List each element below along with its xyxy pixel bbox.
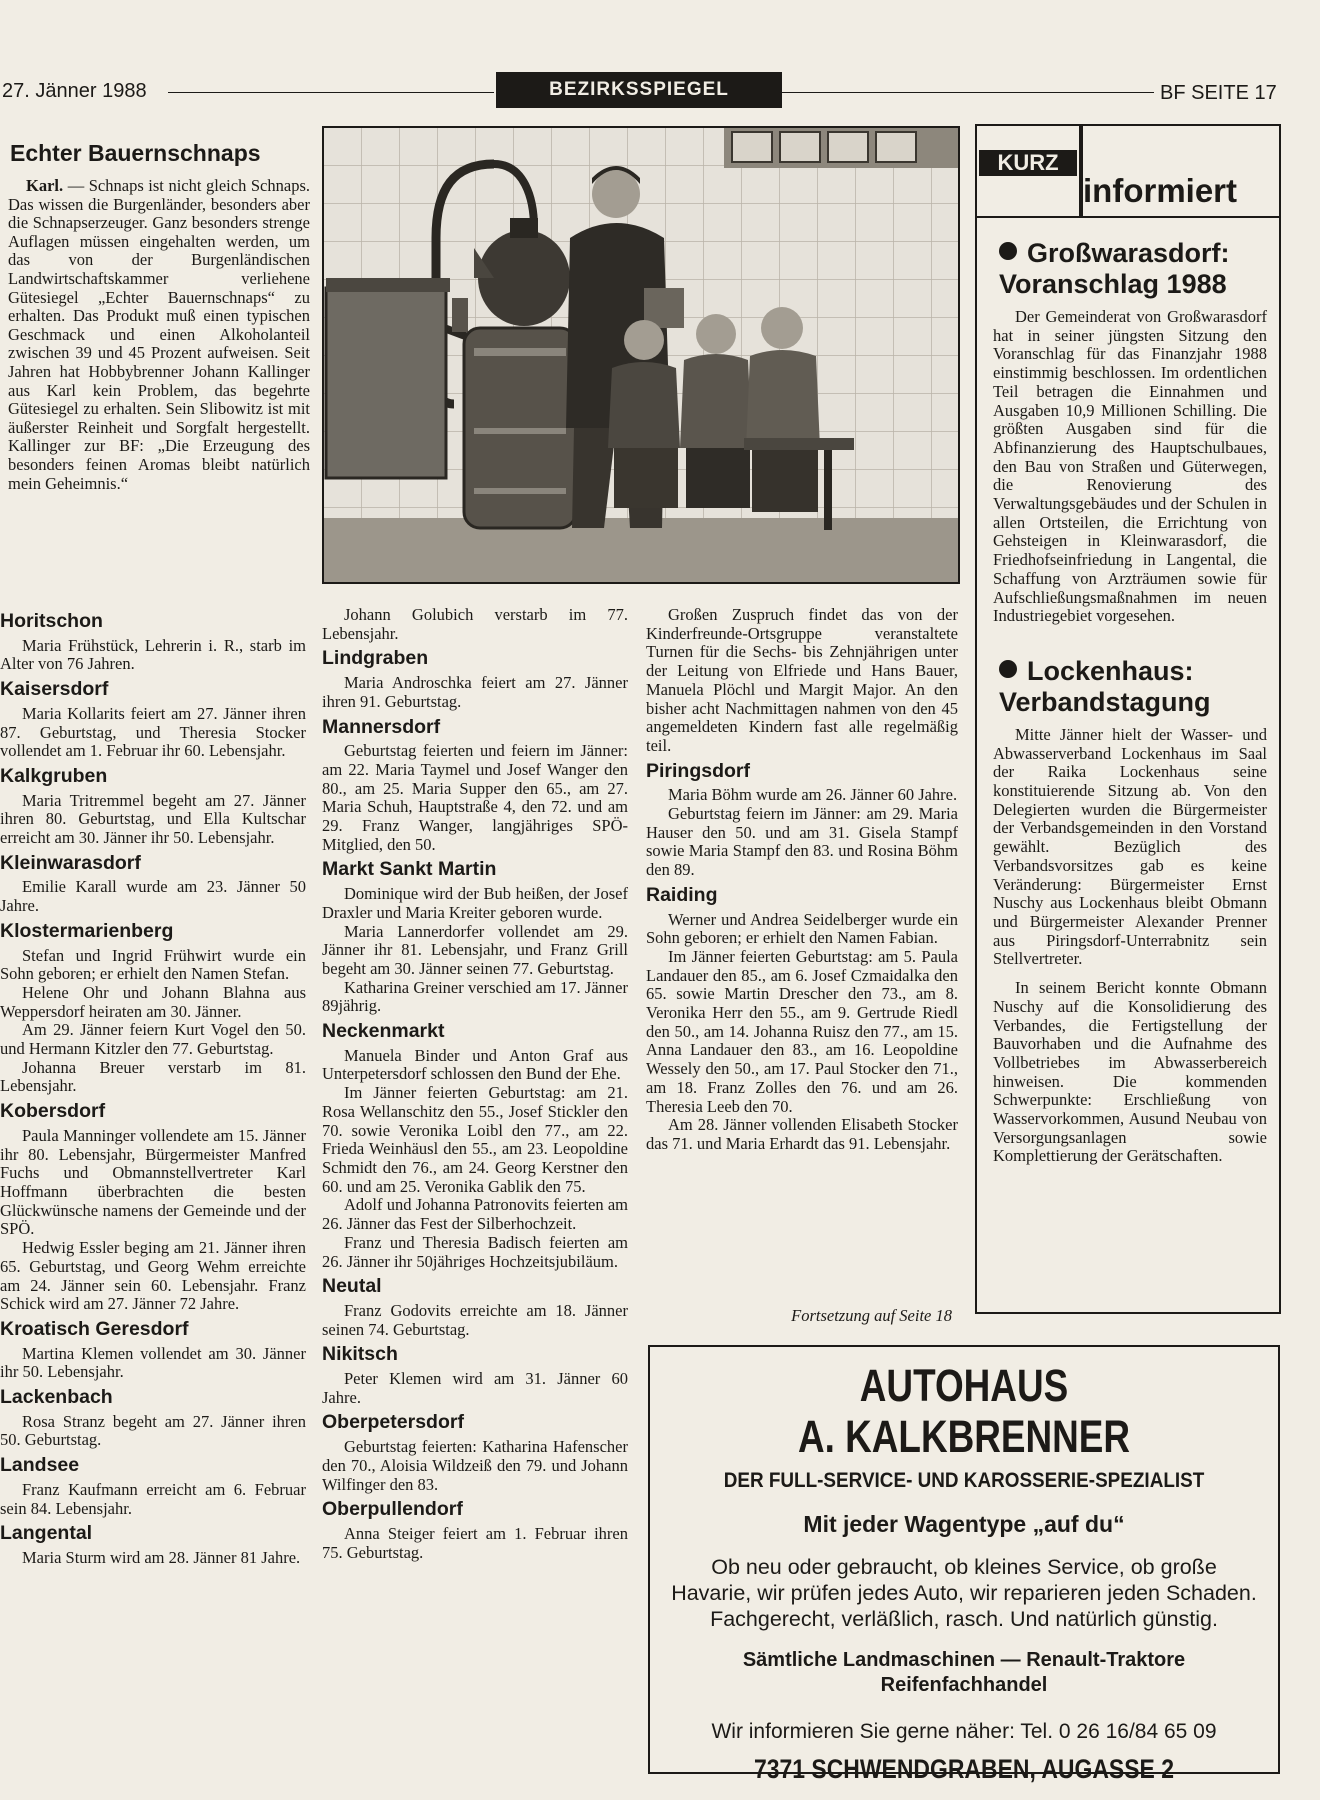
kurz-item-body-1 (993, 308, 1267, 626)
news-paragraph: Johann Golubich verstarb im 77. Lebensjahr. (322, 605, 628, 643)
ad-body: Ob neu oder gebraucht, ob kleines Service, ob große Havarie, wir prüfen jedes Auto, wir reparieren jeden Schaden. Fachgerecht, verläßlich, rasch. Und natürlich günstig. (671, 1555, 1257, 1631)
news-paragraph: Martina Klemen vollendet am 30. Jänner ihr 50. Lebensjahr. (0, 1343, 306, 1382)
distillery-photo (322, 126, 960, 584)
news-paragraph: Maria Kollarits feiert am 27. Jänner ihren 87. Geburtstag, und Theresia Stocker vollendet am 1. Februar ihr 60. Lebensjahr. (0, 703, 306, 761)
section-title: BEZIRKSSPIEGEL (496, 72, 782, 108)
location-heading: Landsee (0, 1454, 80, 1477)
news-paragraph: Maria Androschka feiert am 27. Jänner ihren 91. Geburtstag. (322, 673, 628, 711)
ad-products-line: Sämtliche Landmaschinen — Renault-Traktore (742, 1649, 1186, 1671)
location-heading: Horitschon (0, 610, 103, 632)
page-number: BF SEITE 17 (1160, 82, 1277, 104)
news-paragraph: Maria Tritremmel begeht am 27. Jänner ihren 80. Geburtstag, und Ella Kultschar erreicht am 30. Jänner ihr 50. Lebensjahr. (0, 790, 306, 848)
kurz-paragraph: In seinem Bericht konnte Obmann Nuschy auf die Konsolidierung des Verbandes, die Fertigstellung der Bauvorhaben und die Aufnahme des Vollbetriebes im Abwasserbereich hinweisen. Die kommenden Schwerpunkte: Erschließung von Wasservorkommen, Ausund Neubau von Versorgungsanlagen sowie Komplettierung der Gerätschaften. (993, 978, 1267, 1166)
news-paragraph: Maria Frühstück, Lehrerin i. R., starb im Alter von 76 Jahren. (0, 635, 306, 674)
location-heading: Piringsdorf (646, 759, 751, 782)
ad-headline: AUTOHAUS (859, 1360, 1069, 1411)
news-paragraph: Im Jänner feierten Geburtstag: am 5. Paula Landauer den 85., am 6. Josef Czmaidalka den 65. sowie Martin Drescher den 73., am 8. Veronika Herr den 55., am 9. Gertrude Riedl den 50., am 14. Johanna Ruisz den 77., am 15. Anna Landauer den 83., am 16. Leopoldine Wessely den 50., am 17. Paul Stocker den 71., am 18. Franz Zolles den 76. und am 26. Theresia Leeb den 70. (646, 946, 958, 1116)
kurz-item-title-text: Lockenhaus: Verbandstagung (999, 655, 1211, 717)
kurz-word: informiert (1083, 172, 1238, 209)
location-heading: Lindgraben (322, 647, 429, 670)
bullet-icon (999, 242, 1017, 260)
location-heading: Markt Sankt Martin (322, 858, 497, 881)
bullet-icon (999, 660, 1017, 678)
ad-contact: Wir informieren Sie gerne näher: Tel. 0 26 16/84 65 09 (711, 1720, 1217, 1743)
schnaps-article (2, 126, 320, 576)
news-paragraph: Anna Steiger feiert am 1. Februar ihren 75. Geburtstag. (322, 1523, 628, 1562)
article-text: — Schnaps ist nicht gleich Schnaps. Das wissen die Burgenländer, besonders aber die Schnapserzeuger. Ganz besonders strenge Auflagen müssen eingehalten werden, um das von der Burgenländischen Landwirtschaftskammer verliehene Gütesiegel „Echter Bauernschnaps“ zu erhalten. Das Produkt muß einen typischen Geschmack und einen Alkoholanteil zwischen 39 und 45 Prozent aufweisen. Seit Jahren hat Hobbybrenner Johann Kallinger aus Karl kein Problem, das begehrte Gütesiegel zu erhalten. Sein Slibowitz ist mit äußerster Reinheit und Sorgfalt hergestellt. Kallinger zur BF: „Die Erzeugung des besonders feinen Aromas bleibt natürlich mein Geheimnis.“ (8, 176, 310, 493)
ad-products-line: Reifenfachhandel (880, 1674, 1048, 1696)
location-heading: Oberpetersdorf (322, 1411, 464, 1434)
news-paragraph: Katharina Greiner verschied am 17. Jänner 89jährig. (322, 977, 628, 1016)
location-heading: Nikitsch (322, 1343, 398, 1366)
continuation-note: Fortsetzung auf Seite 18 (791, 1306, 952, 1325)
news-paragraph: Franz Godovits erreichte am 18. Jänner seinen 74. Geburtstag. (322, 1300, 628, 1339)
location-heading: Kaisersdorf (0, 678, 109, 701)
news-paragraph: Manuela Binder und Anton Graf aus Unterpetersdorf schlossen den Bund der Ehe. (322, 1045, 628, 1084)
article-dateline: Karl. (26, 176, 64, 195)
kurz-badge: KURZ (979, 150, 1077, 176)
kurz-item-body-2 (993, 726, 1267, 1166)
location-heading: Kobersdorf (0, 1100, 106, 1123)
location-heading: Lackenbach (0, 1386, 113, 1409)
news-paragraph: Adolf und Johanna Patronovits feierten am 26. Jänner das Fest der Silberhochzeit. (322, 1195, 628, 1234)
ad-address: 7371 SCHWENDGRABEN, AUGASSE 2 (753, 1754, 1174, 1784)
column-3 (646, 606, 958, 1154)
kurz-item-title-2 (999, 656, 1269, 718)
kurz-item-title-text: Großwarasdorf: Voranschlag 1988 (999, 238, 1230, 299)
news-paragraph: Franz und Theresia Badisch feierten am 26. Jänner ihr 50jähriges Hochzeitsjubiläum. (322, 1232, 628, 1271)
ad-tagline: DER FULL-SERVICE- UND KAROSSERIE-SPEZIALIST (723, 1469, 1205, 1492)
ad-products (650, 1648, 1278, 1698)
news-paragraph: Werner und Andrea Seidelberger wurde ein Sohn geboren; er erhielt den Namen Fabian. (646, 909, 958, 948)
location-heading: Kalkgruben (0, 764, 108, 787)
header-rule-right (780, 92, 1154, 93)
news-paragraph: Emilie Karall wurde am 23. Jänner 50 Jahre. (0, 877, 306, 916)
news-paragraph: Maria Sturm wird am 28. Jänner 81 Jahre. (22, 1547, 301, 1567)
news-paragraph: Franz Kaufmann erreicht am 6. Februar sein 84. Lebensjahr. (0, 1479, 306, 1518)
kurz-paragraph: Mitte Jänner hielt der Wasser- und Abwasserverband Lockenhaus im Saal der Raika Lockenhaus seine konstituierende Sitzung ab. Von den Delegierten wurden die Bürgermeister der Verbandsgemeinden in den Vorstand gewählt. Bezüglich des Verbandsvorsitzes gab es keine Veränderung: Bürgermeister Ernst Nuschy aus Lockenhaus bleibt Obmann und Bürgermeister Alexander Prenner aus Piringsdorf-Unterrabnitz sein Stellvertreter. (993, 724, 1267, 969)
news-paragraph: Helene Ohr und Johann Blahna aus Weppersdorf heiraten am 30. Jänner. (0, 982, 306, 1021)
autohaus-ad (648, 1345, 1280, 1784)
column-1 (0, 606, 306, 1568)
ad-company: A. KALKBRENNER (797, 1411, 1131, 1462)
news-paragraph: Johanna Breuer verstarb im 81. Lebensjahr. (0, 1057, 306, 1096)
article-body (8, 177, 310, 493)
news-paragraph: Peter Klemen wird am 31. Jänner 60 Jahre. (322, 1369, 628, 1407)
location-heading: Neutal (322, 1275, 382, 1298)
news-paragraph: Im Jänner feierten Geburtstag: am 21. Rosa Wellanschitz den 55., Josef Stickler den 70. sowie Veronika Loibl den 77., am 22. Frieda Weinhäusl den 55., am 23. Leopoldine Schmidt den 76., am 24. Georg Kerstner den 60. und am 25. Veronika Gablik den 75. (322, 1083, 628, 1196)
kurz-header (977, 126, 1279, 218)
location-heading: Langental (0, 1522, 93, 1545)
news-paragraph: Geburtstag feierten: Katharina Hafenscher den 70., Aloisia Wildzeiß den 79. und Johann Wilfinger den 83. (322, 1437, 628, 1494)
news-paragraph: Geburtstag feiern im Jänner: am 29. Maria Hauser den 50. und am 31. Gisela Stampf sowie Maria Stampf den 83. und Rosina Böhm den 89. (646, 804, 958, 880)
news-paragraph: Stefan und Ingrid Frühwirt wurde ein Sohn geboren; er erhielt den Namen Stefan. (0, 945, 306, 984)
photo-illustration (324, 128, 958, 582)
location-heading: Kleinwarasdorf (0, 851, 141, 874)
location-heading: Oberpullendorf (322, 1498, 463, 1521)
location-heading: Mannersdorf (322, 715, 441, 738)
location-heading: Kroatisch Geresdorf (0, 1317, 189, 1340)
kurz-item-title-1 (999, 238, 1269, 300)
news-paragraph: Großen Zuspruch findet das von der Kinderfreunde-Ortsgruppe veranstaltete Turnen für die Sechs- bis Zehnjährigen unter der Leitung von Elfriede und Hans Bauer, Manuela Plöchl und Margit Major. An den bisher acht Nachmittagen nahmen von den 45 angemeldeten Kindern fast alle regelmäßig teil. (646, 605, 958, 755)
issue-date: 27. Jänner 1988 (2, 80, 147, 102)
location-heading: Neckenmarkt (322, 1020, 445, 1043)
news-paragraph: Geburtstag feierten und feiern im Jänner: am 22. Maria Taymel und Josef Wanger den 80., am 25. Maria Supper den 65., am 27. Maria Schuh, Hauptstraße 4, den 72. und am 29. Franz Wanger, langjähriges SPÖ-Mitglied, den 50. (322, 741, 628, 854)
location-heading: Klostermarienberg (0, 919, 174, 942)
news-paragraph: Am 29. Jänner feiern Kurt Vogel den 50. und Hermann Kitzler den 77. Geburtstag. (0, 1020, 306, 1059)
column-2 (322, 606, 628, 1562)
location-heading: Raiding (646, 883, 718, 906)
kurz-paragraph: Der Gemeinderat von Großwarasdorf hat in seiner jüngsten Sitzung den Voranschlag für das Finanzjahr 1988 einstimmig beschlossen. Im ordentlichen Teil betragen die Einnahmen und Ausgaben 10,9 Millionen Schilling. Die größten Ausgaben sind für die Abfinanzierung des Hauptschulbaues, den Bau von Straßen und Güterwegen, die Renovierung des Verwaltungsgebäudes und der Schulen in allen Ortsteilen, die Errichtung von Gehsteigen in Kleinwarasdorf, die Friedhofseinfriedung in Langental, die Schaffung von Arzträumen sowie für Aufschließungsmaßnahmen im neuen Industriegebiet vorgesehen. (993, 307, 1267, 626)
news-paragraph: Paula Manninger vollendete am 15. Jänner ihr 80. Lebensjahr, Bürgermeister Manfred Fuchs und Obmannstellvertreter Karl Hoffmann überbrachten die besten Glückwünsche namens der Gemeinde und der SPÖ. (0, 1125, 306, 1239)
news-paragraph: Rosa Stranz begeht am 27. Jänner ihren 50. Geburtstag. (0, 1411, 306, 1450)
news-paragraph: Maria Böhm wurde am 26. Jänner 60 Jahre. (668, 785, 958, 805)
news-paragraph: Dominique wird der Bub heißen, der Josef Draxler und Maria Kreiter geboren wurde. (322, 884, 628, 922)
news-paragraph: Hedwig Essler beging am 21. Jänner ihren 65. Geburtstag, und Georg Wehm erreichte am 24. Jänner sein 60. Lebensjahr. Franz Schick wird am 27. Jänner 72 Jahre. (0, 1238, 306, 1314)
news-paragraph: Maria Lannerdorfer vollendet am 29. Jänner ihr 81. Lebensjahr, und Franz Grill begeht am 30. Jänner seinen 77. Geburtstag. (322, 921, 628, 978)
news-paragraph: Am 28. Jänner vollenden Elisabeth Stocker das 71. und Maria Erhardt das 91. Lebensjahr. (646, 1115, 958, 1153)
header-rule-left (168, 92, 494, 93)
ad-slogan: Mit jeder Wagentype „auf du“ (803, 1511, 1125, 1537)
article-title: Echter Bauernschnaps (10, 140, 261, 166)
kurz-informiert-box (975, 124, 1281, 1314)
